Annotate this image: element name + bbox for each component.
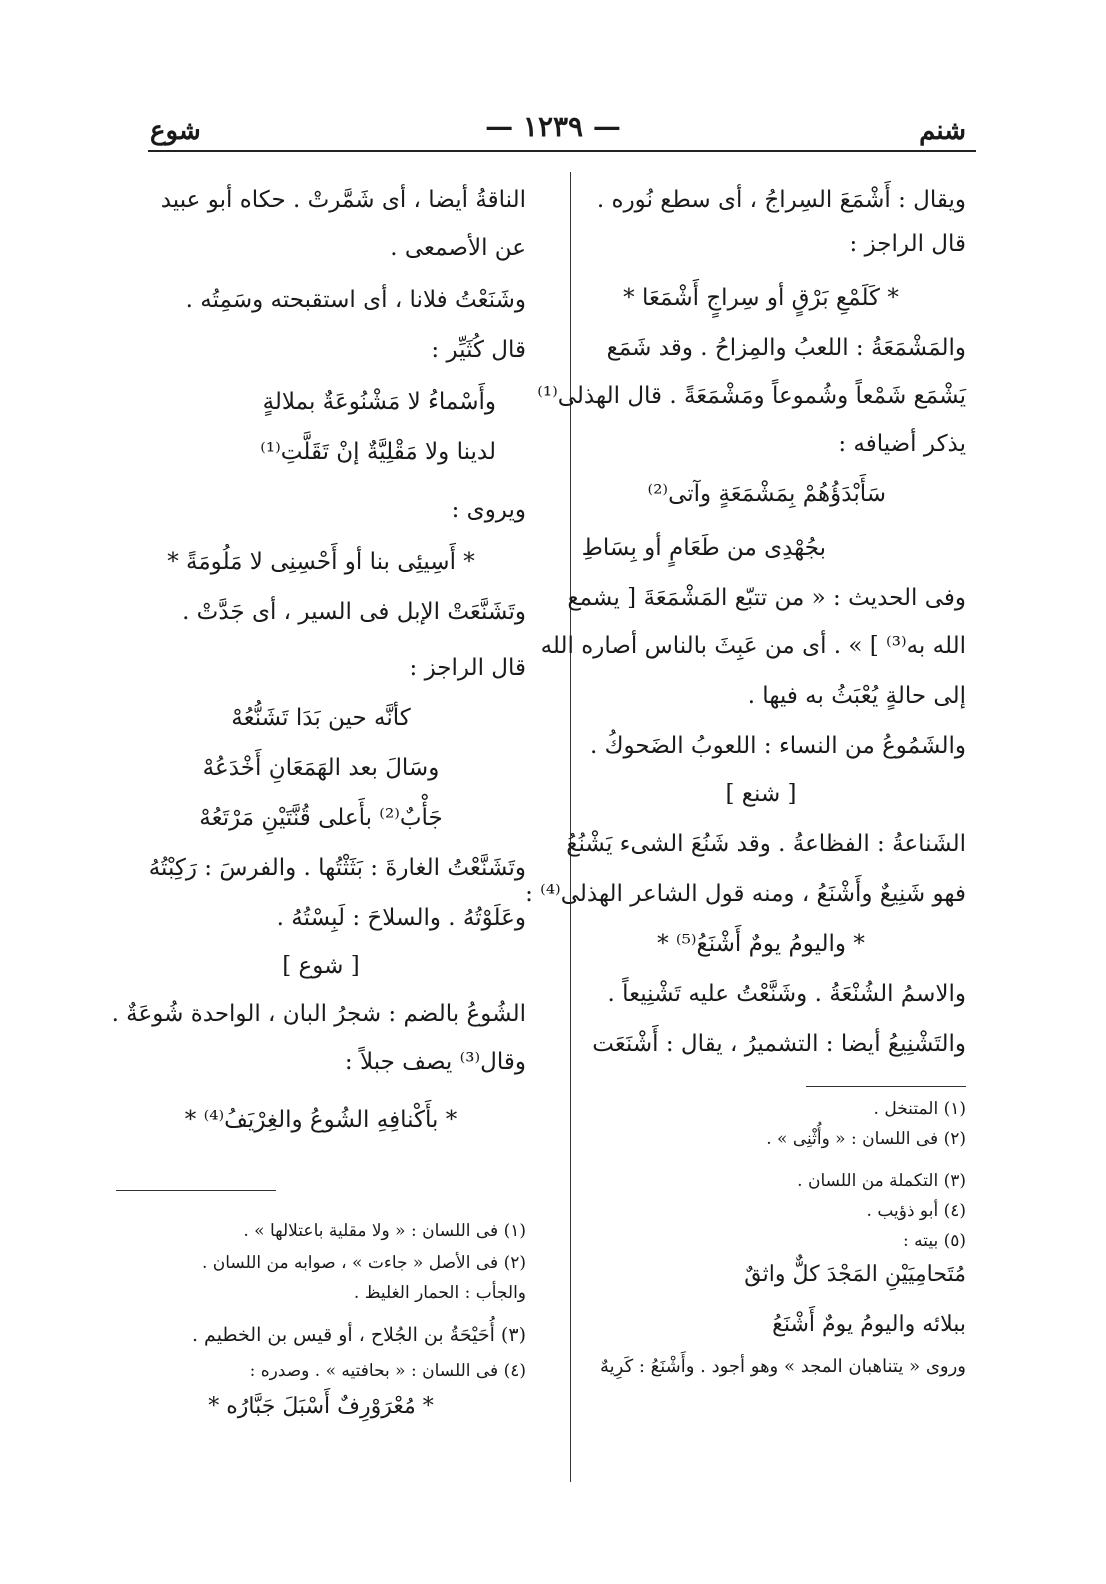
entry-heading: [ شوع ] — [282, 953, 360, 979]
text-line: الناقةُ أيضا ، أى شَمَّرتْ . حكاه أبو عبيد — [160, 187, 526, 213]
text-line: والتَشْنِيعُ أيضا : التشميرُ ، يقال : أَشْنَعَت — [592, 1031, 966, 1057]
text-line: وفى الحديث : « من تتبّع المَشْمَعَةَ [ يشمع — [567, 585, 966, 611]
text-line: يذكر أضيافه : — [838, 431, 966, 457]
verse-line: وسَالَ بعد الهَمَعَانِ أَخْدَعُهْ — [202, 755, 440, 781]
text-line: قال الراجز : — [849, 231, 966, 257]
text-line: وشَنَعْتُ فلانا ، أى استقبحته وسَمِتُه . — [185, 287, 526, 313]
verse-line: * أَسِيئِى بنا أو أَحْسِنِى لا مَلُومَةً * — [167, 549, 475, 575]
text-line: وعَلَوْتُهُ . والسلاحَ : لَبِسْتُهُ . — [276, 905, 526, 931]
footnote: (٢) فى الأصل « جاءت » ، صوابه من اللسان . — [201, 1253, 526, 1273]
text-line: والمَشْمَعَةُ : اللعبُ والمِزاحُ . وقد شَمَع — [606, 335, 966, 361]
text-line: والاسمُ الشُنْعَةُ . وشَنَّعْتُ عليه تَشْنِيعاً . — [607, 981, 966, 1007]
verse-line: * واليومُ يومٌ أَشْنَعُ⁽⁵⁾ * — [657, 931, 865, 957]
footnote: (٤) فى اللسان : « بحافتيه » . وصدره : — [249, 1361, 526, 1381]
text-line: وتَشَنَّعَتْ الإبل فى السير ، أى جَدَّتْ . — [182, 599, 526, 625]
footnote: والجأب : الحمار الغليظ . — [353, 1283, 526, 1303]
text-line: إلى حالةٍ يُعْبَثُ به فيها . — [747, 683, 966, 709]
footnote-rule — [116, 1190, 276, 1191]
footnote: (١) المتنخل . — [873, 1099, 966, 1119]
text-line: الله به⁽³⁾ ] » . أى من عَبِثَ بالناس أصاره الله — [540, 633, 966, 659]
footnote-verse: * مُعْرَوْرِفٌ أَسْبَلَ جَبَّارُه * — [208, 1394, 434, 1419]
footnote-verse: مُتَحامِيَيْنِ المَجْدَ كلٌّ واثقٌ — [744, 1262, 966, 1287]
header-rule — [148, 150, 976, 152]
text-line: الشَناعةُ : الفظاعةُ . وقد شَنُعَ الشىء يَشْنُعُ — [566, 831, 966, 857]
footnote: (٣) التكملة من اللسان . — [797, 1171, 966, 1191]
footnote-rule — [806, 1086, 966, 1087]
text-line: وقال⁽³⁾ يصف جبلاً : — [344, 1049, 526, 1075]
verse-line: لدينا ولا مَقْلِيَّةٌ إنْ تَقَلَّتِ⁽¹⁾ — [260, 439, 496, 465]
text-line: ويروى : — [451, 497, 526, 523]
entry-heading: [ شنع ] — [725, 781, 797, 807]
text-line: يَشْمَع شَمْعاً وشُموعاً ومَشْمَعَةً . قال الهذلى⁽¹⁾ — [537, 383, 966, 409]
text-line: قال كُثَيِّر : — [431, 337, 526, 363]
text-line: عن الأصمعى . — [390, 235, 526, 261]
page-number: — ١٢٣٩ — — [485, 110, 621, 143]
verse-line: * كَلَمْعِ بَرْقٍ أو سِراجٍ أَشْمَعَا * — [623, 285, 899, 311]
footnote: (١) فى اللسان : « ولا مقلية باعتلالها » . — [243, 1221, 526, 1241]
text-line: ويقال : أَشْمَعَ السِراجُ ، أى سطع نُوره . — [596, 187, 966, 213]
footnote: (٤) أبو ذؤيب . — [866, 1201, 966, 1221]
text-line: والشَمُوعُ من النساء : اللعوبُ الضَحوكُ . — [589, 733, 966, 759]
verse-line: وأَسْماءُ لا مَشْنُوعَةٌ بملالةٍ — [262, 389, 496, 415]
header-root-word: شنم — [919, 116, 966, 146]
footnote: (٢) فى اللسان : « وأُثْنِى » . — [766, 1129, 966, 1149]
verse-line: كأنَّه حين بَدَا تَشَنُّعُهْ — [231, 705, 411, 731]
footnote-verse: ببلائه واليومُ يومٌ أَشْنَعُ — [772, 1312, 966, 1337]
footnote: (٣) أُحَيْحَةُ بن الجُلاح ، أو قيس بن الخطيم . — [191, 1324, 526, 1346]
text-line: الشُوعُ بالضم : شجرُ البان ، الواحدة شُوعَةٌ . — [111, 1001, 526, 1027]
text-line: قال الراجز : — [409, 655, 526, 681]
header-last-root-word: شوع — [150, 116, 201, 146]
text-line: وتَشَنَّعْتُ الغارةَ : بَثَثْتُها . والفرسَ : رَكِبْتُهُ — [148, 855, 526, 881]
verse-line: بجُهْدِى من طَعَامٍ أو بِسَاطِ — [581, 535, 826, 561]
verse-line: سَأَبْدَؤُهُمْ بِمَشْمَعَةٍ وآتى⁽²⁾ — [647, 481, 886, 507]
footnote: (٥) بيته : — [902, 1231, 966, 1251]
verse-line: * بأَكْنافِهِ الشُوعُ والغِرْيَفُ⁽⁴⁾ * — [184, 1107, 458, 1133]
verse-line: جَأْبٌ⁽²⁾ بأَعلى قُنَّتَيْنِ مَرْتَعُهْ — [199, 805, 443, 831]
footnote: وروى « يتناهبان المجد » وهو أجود . وأَشْنَعُ : كَرِيهٌ — [599, 1356, 966, 1377]
text-line: فهو شَنِيعٌ وأَشْنَعُ ، ومنه قول الشاعر الهذلى⁽⁴⁾ : — [525, 881, 966, 907]
